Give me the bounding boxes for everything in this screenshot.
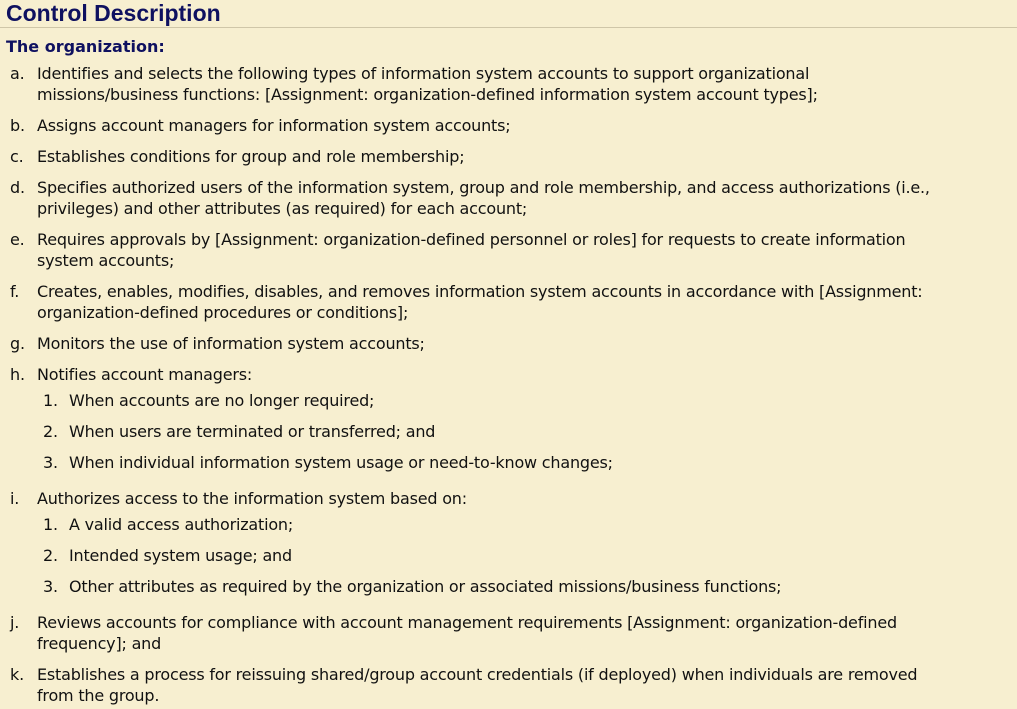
item-a-line-2: missions/business functions: [Assignment: organization-defined information system account types];	[37, 85, 818, 104]
section-header	[0, 0, 1017, 28]
item-d-line-2: privileges) and other attributes (as required) for each account;	[37, 199, 528, 218]
item-k-line-1: Establishes a process for reissuing shared/group account credentials (if deployed) when individuals are removed	[37, 665, 918, 684]
item-d-line-1: Specifies authorized users of the information system, group and role membership, and access authorizations (i.e.,	[37, 178, 930, 197]
item-i-sub-2-marker: 2.	[43, 546, 58, 565]
item-i-sub-1-text: A valid access authorization;	[69, 515, 294, 534]
item-f-line-1: Creates, enables, modifies, disables, and removes information system accounts in accordance with [Assignment:	[37, 282, 923, 301]
item-b-line-1: Assigns account managers for information system accounts;	[37, 116, 511, 135]
item-h-sub-2-marker: 2.	[43, 422, 58, 441]
item-h-sub-3-marker: 3.	[43, 453, 58, 472]
item-h-sub-1-text: When accounts are no longer required;	[69, 391, 375, 410]
item-g-line-1: Monitors the use of information system accounts;	[37, 334, 425, 353]
item-a-line-1: Identifies and selects the following types of information system accounts to support organizational	[37, 64, 810, 83]
item-d-marker: d.	[10, 178, 25, 197]
item-k-line-2: from the group.	[37, 686, 160, 705]
item-f-marker: f.	[10, 282, 20, 301]
item-h-sub-3-text: When individual information system usage or need-to-know changes;	[69, 453, 613, 472]
item-i-marker: i.	[10, 489, 20, 508]
item-i-sub-1-marker: 1.	[43, 515, 58, 534]
item-k-marker: k.	[10, 665, 24, 684]
item-j-line-1: Reviews accounts for compliance with account management requirements [Assignment: organization-defined	[37, 613, 897, 632]
item-h-sub-2-text: When users are terminated or transferred; and	[69, 422, 436, 441]
item-i-sub-3-marker: 3.	[43, 577, 58, 596]
item-a-marker: a.	[10, 64, 25, 83]
item-i-sub-2-text: Intended system usage; and	[69, 546, 292, 565]
item-j-line-2: frequency]; and	[37, 634, 162, 653]
item-e-line-1: Requires approvals by [Assignment: organization-defined personnel or roles] for requests to create information	[37, 230, 906, 249]
item-i-line-1: Authorizes access to the information system based on:	[37, 489, 467, 508]
intro-text: The organization:	[6, 37, 165, 56]
item-b-marker: b.	[10, 116, 25, 135]
item-i-sub-3-text: Other attributes as required by the organization or associated missions/business functions;	[69, 577, 782, 596]
item-c-marker: c.	[10, 147, 24, 166]
item-f-line-2: organization-defined procedures or conditions];	[37, 303, 409, 322]
section-title: Control Description	[6, 0, 221, 26]
item-c-line-1: Establishes conditions for group and role membership;	[37, 147, 465, 166]
item-h-sub-1-marker: 1.	[43, 391, 58, 410]
item-g-marker: g.	[10, 334, 25, 353]
item-h-marker: h.	[10, 365, 25, 384]
item-e-marker: e.	[10, 230, 25, 249]
item-j-marker: j.	[10, 613, 20, 632]
item-e-line-2: system accounts;	[37, 251, 175, 270]
item-h-line-1: Notifies account managers:	[37, 365, 253, 384]
